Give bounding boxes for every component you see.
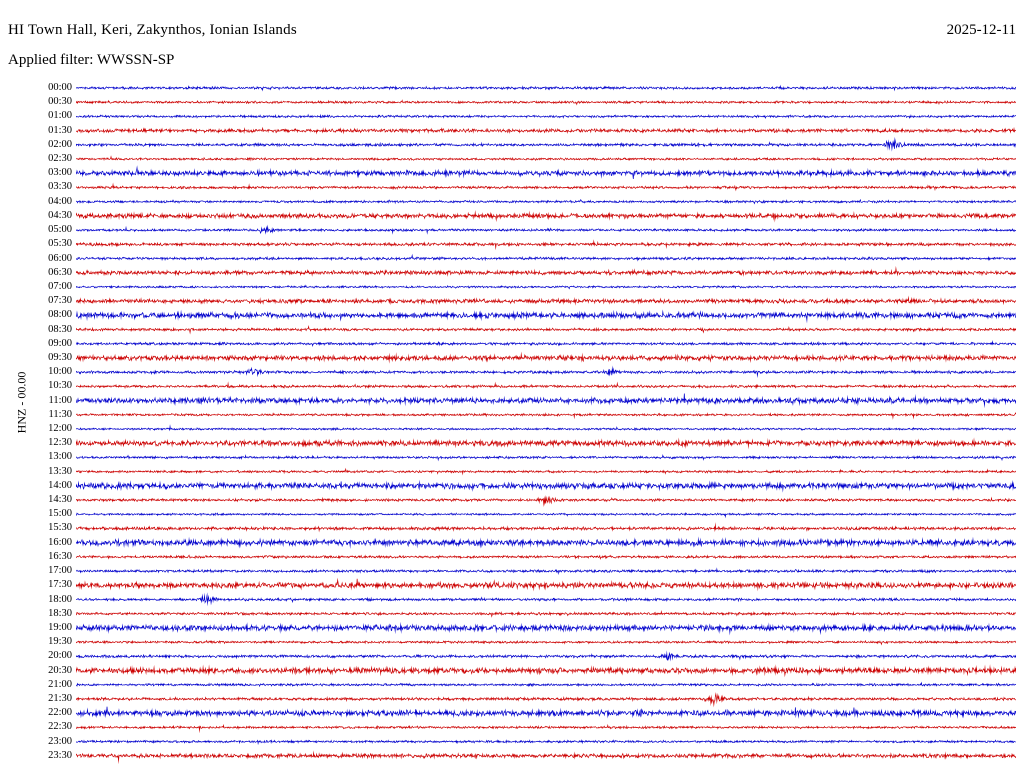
time-row-label: 14:00 [48,479,72,491]
time-row-label: 10:30 [48,380,72,392]
seismogram-plot [76,84,1016,770]
time-row-label: 18:00 [48,593,72,605]
time-row-label: 22:30 [48,721,72,733]
time-row-label: 19:00 [48,621,72,633]
time-row-label: 20:00 [48,650,72,662]
time-row-label: 21:30 [48,692,72,704]
time-row-label: 16:30 [48,550,72,562]
time-row-label: 03:00 [48,167,72,179]
time-row-label: 05:30 [48,238,72,250]
time-row-label: 00:30 [48,96,72,108]
time-row-label: 21:00 [48,678,72,690]
time-row-label: 09:30 [48,351,72,363]
time-row-label: 23:00 [48,735,72,747]
page-title: HI Town Hall, Keri, Zakynthos, Ionian Islands [8,22,297,38]
time-row-label: 03:30 [48,181,72,193]
time-row-label: 06:30 [48,266,72,278]
time-row-label: 07:30 [48,295,72,307]
time-row-label: 12:30 [48,437,72,449]
time-row-label: 01:00 [48,110,72,122]
time-row-label: 13:30 [48,465,72,477]
time-row-label: 02:30 [48,153,72,165]
y-axis-label: HNZ - 00.00 [14,371,29,434]
time-row-label: 02:00 [48,138,72,150]
time-row-label: 22:00 [48,707,72,719]
applied-filter-label: Applied filter: WWSSN-SP [8,52,175,68]
time-row-label: 14:30 [48,494,72,506]
time-row-label: 07:00 [48,280,72,292]
time-row-label: 17:00 [48,565,72,577]
time-row-label: 15:30 [48,522,72,534]
time-row-label: 17:30 [48,579,72,591]
time-row-label: 11:00 [48,394,72,406]
time-row-label: 11:30 [48,408,72,420]
time-row-label: 15:00 [48,508,72,520]
time-row-label: 04:00 [48,195,72,207]
time-row-label: 06:00 [48,252,72,264]
time-row-label: 19:30 [48,636,72,648]
time-row-label: 08:30 [48,323,72,335]
time-row-label: 01:30 [48,124,72,136]
time-row-label: 00:00 [48,82,72,93]
time-row-label: 13:00 [48,451,72,463]
time-row-label: 18:30 [48,607,72,619]
time-row-label: 04:30 [48,209,72,221]
time-row-label: 23:30 [48,749,72,761]
time-row-label: 08:00 [48,309,72,321]
time-row-label: 12:00 [48,423,72,434]
time-row-label: 16:00 [48,536,72,548]
time-row-label: 10:00 [48,366,72,378]
time-row-label: 09:00 [48,337,72,349]
time-row-label: 05:00 [48,224,72,236]
time-row-label: 20:30 [48,664,72,676]
record-date: 2025-12-11 [946,22,1016,38]
